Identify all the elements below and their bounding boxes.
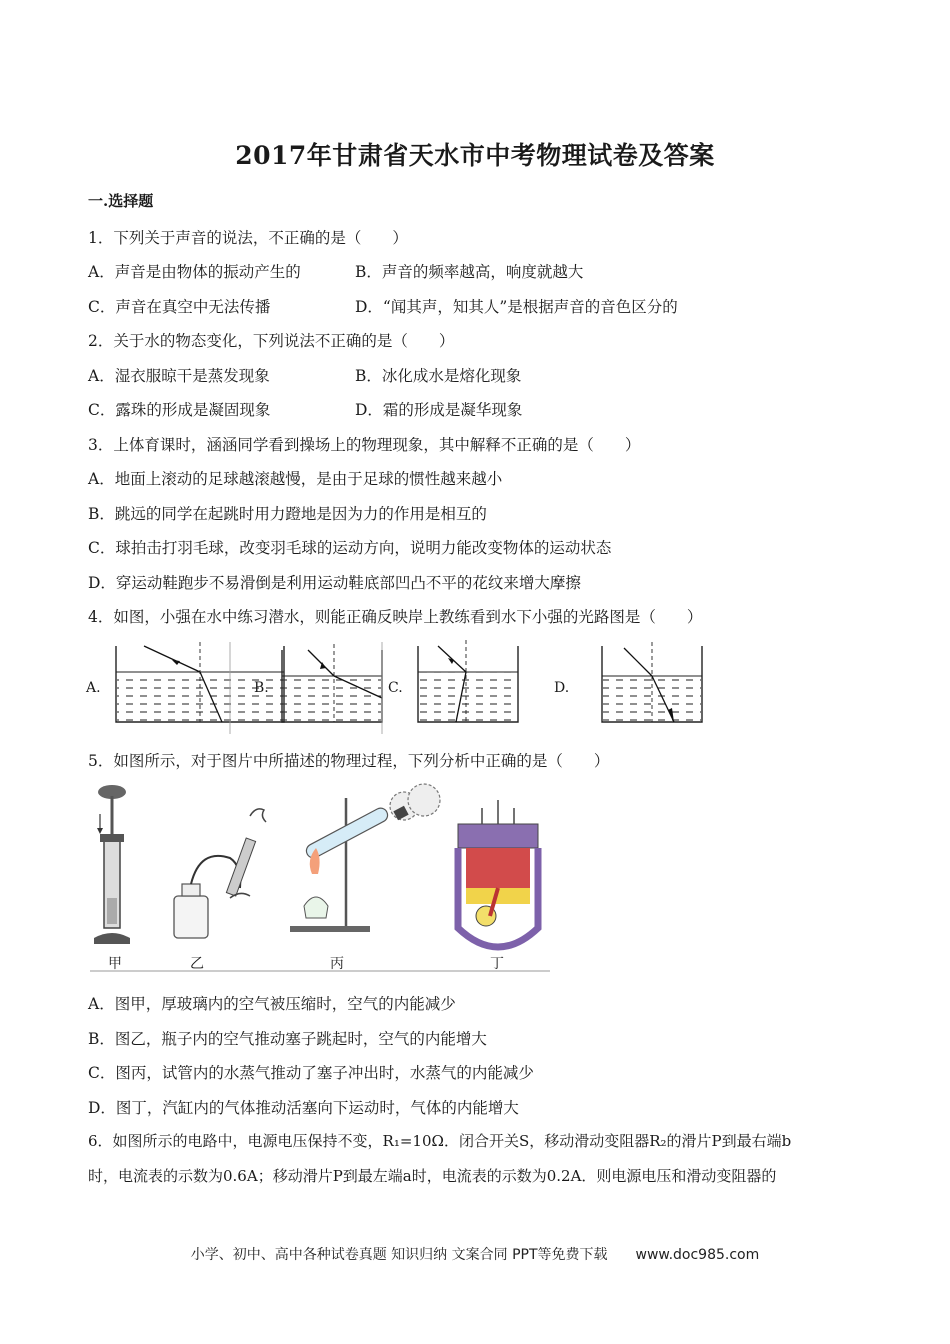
q3-option-c: C．球拍击打羽毛球，改变羽毛球的运动方向，说明力能改变物体的运动状态 — [88, 539, 612, 557]
page-footer — [0, 1244, 950, 1264]
q2-option-a: A．湿衣服晾干是蒸发现象 — [88, 367, 270, 385]
q5-option-d: D．图丁，汽缸内的气体推动活塞向下运动时，气体的内能增大 — [88, 1099, 519, 1117]
q3-option-b: B．跳远的同学在起跳时用力蹬地是因为力的作用是相互的 — [88, 505, 487, 523]
figure-ding-engine — [458, 800, 538, 947]
q4-stem: 4．如图，小强在水中练习潜水，则能正确反映岸上教练看到水下小强的光路图是（ ） — [88, 608, 703, 626]
q5-option-c: C．图丙，试管内的水蒸气推动了塞子冲出时，水蒸气的内能减少 — [88, 1064, 534, 1082]
q4-label-d: D. — [554, 680, 570, 696]
q4-label-a: A. — [86, 680, 101, 696]
q5-stem: 5．如图所示，对于图片中所描述的物理过程，下列分析中正确的是（ ） — [88, 752, 610, 770]
q2-option-c: C．露珠的形成是凝固现象 — [88, 401, 271, 419]
q5-thermal-figures — [90, 778, 552, 978]
q6-line-1: 6．如图所示的电路中，电源电压保持不变，R₁=10Ω．闭合开关S，移动滑动变阻器R₂的滑片P到最右端b — [88, 1132, 792, 1150]
q6-line-2: 时，电流表的示数为0.6A；移动滑片P到最左端a时，电流表的示数为0.2A．则电源电压和滑动变阻器的 — [88, 1167, 777, 1185]
section-heading: 一.选择题 — [88, 192, 154, 210]
q1-option-c: C．声音在真空中无法传播 — [88, 298, 271, 316]
footer-url[interactable]: www.doc985.com — [635, 1247, 760, 1263]
figure-jia-fire-syringe — [94, 785, 130, 944]
q4-label-b: B. — [254, 680, 269, 696]
q5-option-b: B．图乙，瓶子内的空气推动塞子跳起时，空气的内能增大 — [88, 1030, 487, 1048]
figure-label-bing: 丙 — [330, 956, 344, 972]
q3-option-d: D．穿运动鞋跑步不易滑倒是利用运动鞋底部凹凸不平的花纹来增大摩擦 — [88, 574, 581, 592]
q4-label-c: C. — [388, 680, 403, 696]
figure-label-ding: 丁 — [490, 956, 504, 972]
q1-stem: 1．下列关于声音的说法，不正确的是（ ） — [88, 229, 408, 247]
q4-figure-d — [602, 642, 702, 722]
q5-option-a: A．图甲，厚玻璃内的空气被压缩时，空气的内能减少 — [88, 995, 456, 1013]
figure-label-yi: 乙 — [190, 956, 204, 972]
q1-option-d: D．“闻其声，知其人”是根据声音的音色区分的 — [355, 298, 678, 316]
figure-bing-test-tube — [290, 784, 440, 932]
q1-option-b: B．声音的频率越高，响度就越大 — [355, 263, 584, 281]
page-title: 2017年甘肃省天水市中考物理试卷及答案 — [235, 141, 715, 170]
q4-figure-c — [418, 640, 518, 722]
figure-label-jia: 甲 — [108, 956, 122, 972]
q4-figure-b — [282, 644, 382, 722]
q2-option-d: D．霜的形成是凝华现象 — [355, 401, 523, 419]
q2-option-b: B．冰化成水是熔化现象 — [355, 367, 522, 385]
q3-stem: 3．上体育课时，涵涵同学看到操场上的物理现象，其中解释不正确的是（ ） — [88, 436, 641, 454]
footer-text: 小学、初中、高中各种试卷真题 知识归纳 文案合同 PPT等免费下载 — [190, 1247, 608, 1263]
q2-stem: 2．关于水的物态变化，下列说法不正确的是（ ） — [88, 332, 455, 350]
figure-yi-bottle-pump — [174, 809, 266, 938]
q1-option-a: A．声音是由物体的振动产生的 — [88, 263, 301, 281]
q4-light-path-figures — [82, 636, 712, 736]
q3-option-a: A．地面上滚动的足球越滚越慢，是由于足球的惯性越来越小 — [88, 470, 503, 488]
